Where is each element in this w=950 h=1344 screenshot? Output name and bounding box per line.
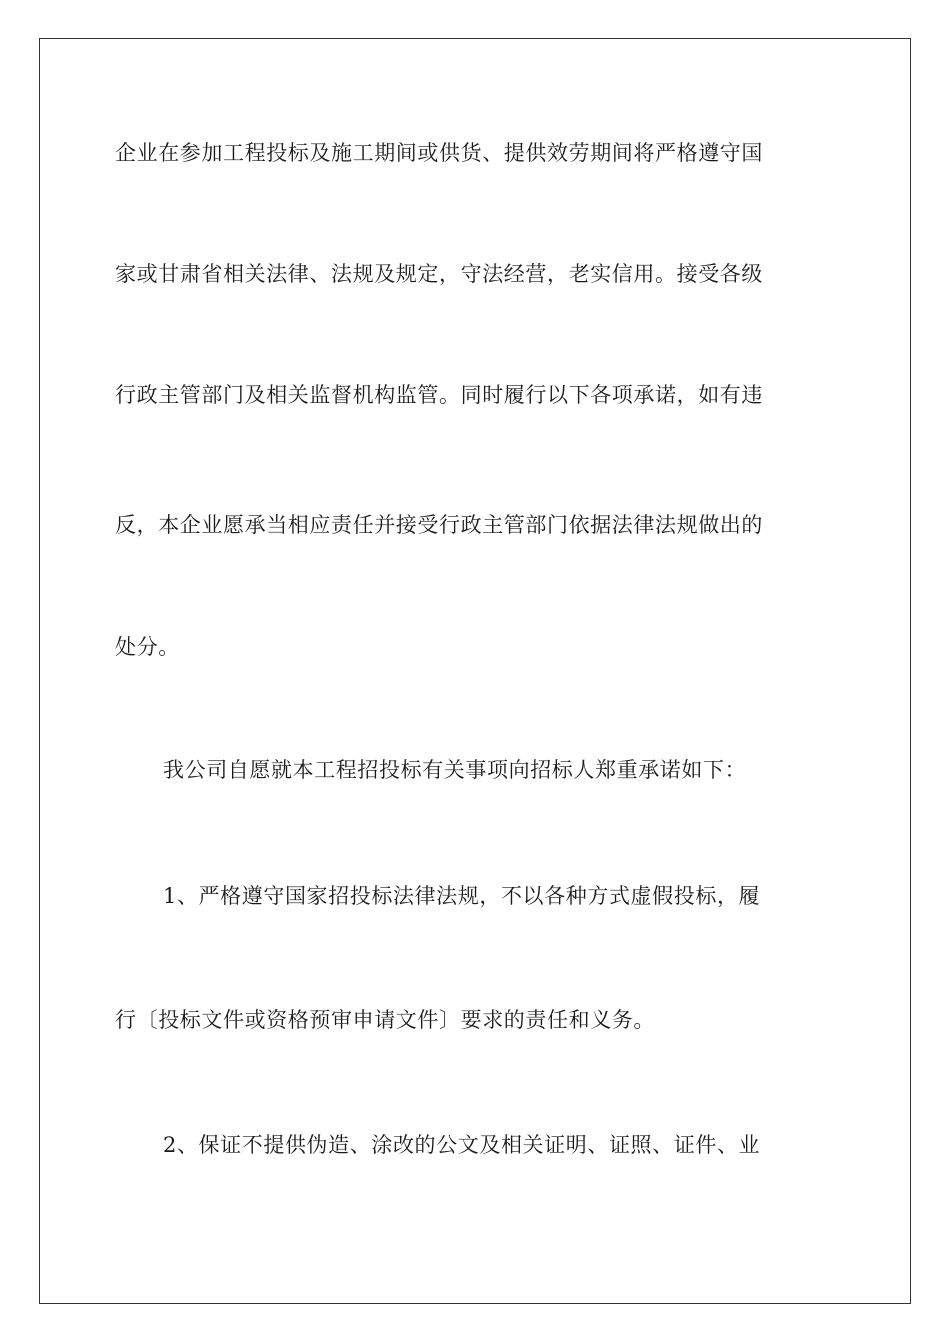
text-line-2: 家或甘肃省相关法律、法规及规定，守法经营，老实信用。接受各级: [115, 262, 763, 286]
text-line-3: 行政主管部门及相关监督机构监管。同时履行以下各项承诺，如有违: [115, 383, 763, 407]
text-line-4: 反，本企业愿承当相应责任并接受行政主管部门依据法律法规做出的: [115, 513, 763, 537]
text-line-1: 企业在参加工程投标及施工期间或供货、提供效劳期间将严格遵守国: [115, 141, 763, 165]
text-line-6: 我公司自愿就本工程招投标有关事项向招标人郑重承诺如下：: [163, 758, 747, 782]
text-line-9: 2、保证不提供伪造、涂改的公文及相关证明、证照、证件、业: [163, 1133, 761, 1157]
text-line-8: 行〔投标文件或资格预审申请文件〕要求的责任和义务。: [115, 1008, 655, 1032]
text-line-7: 1、严格遵守国家招投标法律法规，不以各种方式虚假投标，履: [163, 884, 761, 908]
page-border: [39, 38, 911, 1304]
text-line-5: 处分。: [115, 635, 180, 659]
